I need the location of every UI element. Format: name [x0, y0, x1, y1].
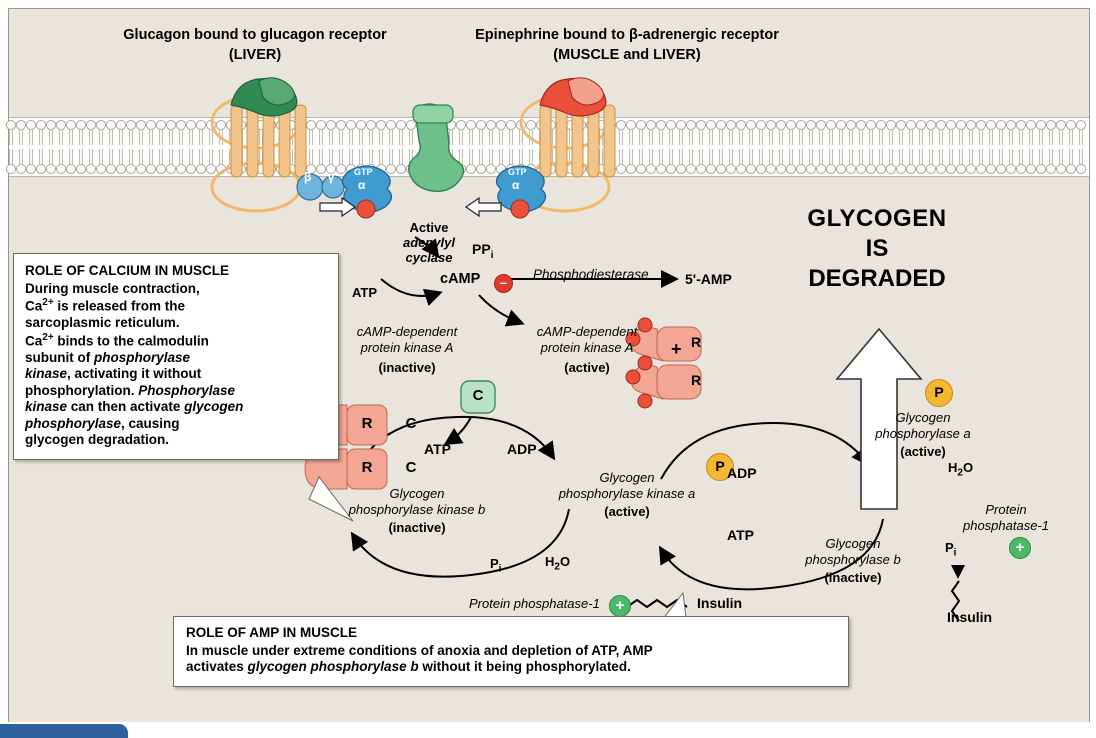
g-protein-alpha-label-right: α: [512, 178, 520, 192]
calcium-italic-2: kinase: [25, 366, 68, 382]
calcium-callout-heading: ROLE OF CALCIUM IN MUSCLE: [25, 263, 229, 278]
phosphate-badge-gpk: P: [706, 453, 734, 481]
h2o-label-right: [948, 461, 973, 479]
gp-inactive-line2: phosphorylase b: [805, 552, 901, 567]
phosphodiesterase-label: Phosphodiesterase: [533, 267, 649, 282]
pi-sub-left: i: [498, 563, 502, 575]
calcium-line-9: , causing: [121, 415, 180, 431]
pka-active-line1: cAMP-dependent: [536, 324, 638, 339]
g-protein-gamma-label: γ: [328, 172, 335, 184]
amp-callout-heading: ROLE OF AMP IN MUSCLE: [186, 625, 358, 640]
insulin-label-right: Insulin: [947, 609, 993, 625]
gpk-active-line1: Glycogen: [599, 470, 655, 485]
pka-R-subunit-label-1: R: [690, 334, 702, 350]
amp-callout: [173, 616, 849, 687]
calcium-line-10: glycogen degradation.: [25, 432, 170, 448]
glycogen-degraded-line1: GLYCOGEN: [807, 205, 947, 232]
camp-label: cAMP: [440, 271, 481, 287]
pka-C-subunit-free-label: C: [472, 387, 484, 404]
adp-label-kinase: ADP: [507, 441, 537, 457]
pka-R-subunit-label-2: R: [690, 372, 702, 388]
glucagon-receptor-title: Glucagon bound to glucagon receptor: [123, 27, 387, 43]
glycogen-degraded-line2: IS: [865, 235, 889, 262]
insulin-label-left: Insulin: [697, 595, 743, 611]
calcium-ca-2: Ca: [25, 333, 43, 349]
pi-label-left: [490, 557, 501, 575]
h2o-2-right: 2: [957, 467, 963, 479]
calcium-italic-5: glycogen: [184, 399, 244, 415]
pka-active-line2: protein kinase A: [540, 340, 634, 355]
amp-line-1: In muscle under extreme conditions of anoxia and depletion of ATP, AMP: [186, 643, 653, 658]
glucagon-receptor-subtitle: (LIVER): [228, 47, 282, 63]
accent-bar-shape: [0, 724, 128, 738]
pka-C-label-holo-1: C: [405, 415, 417, 432]
calcium-line-3: sarcoplasmic reticulum.: [25, 315, 180, 331]
gp-active-line2: phosphorylase a: [875, 426, 971, 441]
bottom-accent-bar: [0, 722, 1096, 738]
h2o-h-left: H: [545, 554, 555, 569]
gp-inactive-line1: Glycogen: [825, 536, 881, 551]
h2o-h-right: H: [948, 460, 958, 475]
pp1-right-line1: Protein: [985, 502, 1027, 517]
amp-line-2a: activates: [186, 659, 248, 675]
pka-inactive-line1: cAMP-dependent: [356, 324, 458, 339]
calcium-italic-1: phosphorylase: [93, 349, 191, 365]
epinephrine-receptor-title: Epinephrine bound to β-adrenergic receptor: [475, 27, 779, 43]
pka-plus-sign: +: [671, 339, 682, 359]
calcium-line-2: is released from the: [53, 298, 185, 314]
calcium-line-5: subunit of: [25, 349, 94, 365]
gpk-active-state: (active): [604, 504, 650, 519]
gpk-inactive-line1: Glycogen: [389, 486, 445, 501]
calcium-line-8: can then activate: [67, 399, 185, 415]
gpk-active-line2: phosphorylase kinase a: [558, 486, 696, 501]
pka-R-label-holo-2: R: [361, 459, 373, 476]
calcium-italic-6: phosphorylase: [25, 415, 122, 431]
amp5-label: 5'-AMP: [685, 271, 732, 287]
calcium-italic-4: kinase: [25, 399, 68, 415]
calcium-line-1: During muscle contraction,: [25, 281, 200, 296]
protein-phosphatase-1-left: Protein phosphatase-1: [469, 596, 600, 611]
glycogen-degraded-line3: DEGRADED: [808, 265, 946, 292]
gpk-inactive-state: (inactive): [388, 520, 446, 535]
pi-text-left: P: [490, 556, 499, 571]
pka-C-label-holo-2: C: [405, 459, 417, 476]
atp-label-cyclase: ATP: [352, 285, 378, 300]
calcium-callout: [13, 253, 339, 460]
pi-sub-right: i: [953, 547, 957, 559]
amp-callout-body: [186, 643, 836, 676]
ppi-text: PP: [472, 241, 491, 257]
amp-line-2b: without it being phosphorylated.: [418, 659, 631, 675]
g-protein-beta-label: β: [304, 170, 312, 184]
pka-inactive-line2: protein kinase A: [360, 340, 454, 355]
g-protein-alpha-label-left: α: [358, 178, 366, 192]
ppi-subscript: i: [490, 249, 494, 261]
calcium-line-6: , activating it without: [67, 366, 202, 382]
gp-active-line1: Glycogen: [895, 410, 951, 425]
pi-text-right: P: [945, 540, 954, 555]
adenylyl-cyclase-active-label: Active: [409, 220, 449, 235]
pp1-right-line2: phosphatase-1: [962, 518, 1049, 533]
h2o-label-left: [545, 555, 570, 573]
epinephrine-receptor-subtitle: (MUSCLE and LIVER): [553, 47, 701, 63]
calcium-italic-3: Phosphorylase: [138, 382, 236, 398]
amp-italic-1: glycogen phosphorylase b: [247, 659, 419, 675]
adenylyl-cyclase-name-line2: cyclase: [405, 250, 453, 265]
h2o-o-left: O: [559, 554, 571, 569]
gp-inactive-state: (inactive): [824, 570, 882, 585]
pi-label-right: [945, 541, 956, 559]
gpk-inactive-line2: phosphorylase kinase b: [348, 502, 486, 517]
h2o-2-left: 2: [554, 561, 560, 573]
phosphate-badge-gp: P: [925, 379, 953, 407]
ppi-label: [472, 241, 493, 261]
adenylyl-cyclase: [409, 104, 464, 191]
g-protein-gtp-label-right: GTP: [508, 167, 527, 177]
diagram-canvas: [8, 8, 1090, 724]
adenylyl-cyclase-name-line1: adenylyl: [402, 235, 456, 250]
insulin-arrow-right: [951, 565, 965, 579]
pka-R-label-holo-1: R: [361, 415, 373, 432]
calcium-line-7: phosphorylation.: [25, 382, 139, 398]
calcium-ca-sup-2: 2+: [42, 331, 54, 343]
g-protein-gtp-label-left: GTP: [354, 167, 373, 177]
atp-label-kinase: ATP: [424, 441, 451, 457]
calcium-ca-sup-1: 2+: [42, 297, 54, 309]
h2o-o-right: O: [962, 460, 974, 475]
activator-badge-right: +: [1009, 537, 1031, 559]
glucagon-receptor: [212, 78, 306, 211]
calcium-callout-body: [25, 281, 327, 449]
pka-active-state: (active): [564, 360, 610, 375]
pka-inactive-state: (inactive): [378, 360, 436, 375]
camp-inhibitor-badge: –: [494, 274, 513, 293]
adp-label-phosphorylase: ADP: [727, 465, 757, 481]
activator-badge-left: +: [609, 595, 631, 617]
calcium-line-4: binds to the calmodulin: [53, 333, 209, 349]
calcium-ca-1: Ca: [25, 298, 43, 314]
gp-active-state: (active): [900, 444, 946, 459]
atp-label-phosphorylase: ATP: [727, 527, 754, 543]
